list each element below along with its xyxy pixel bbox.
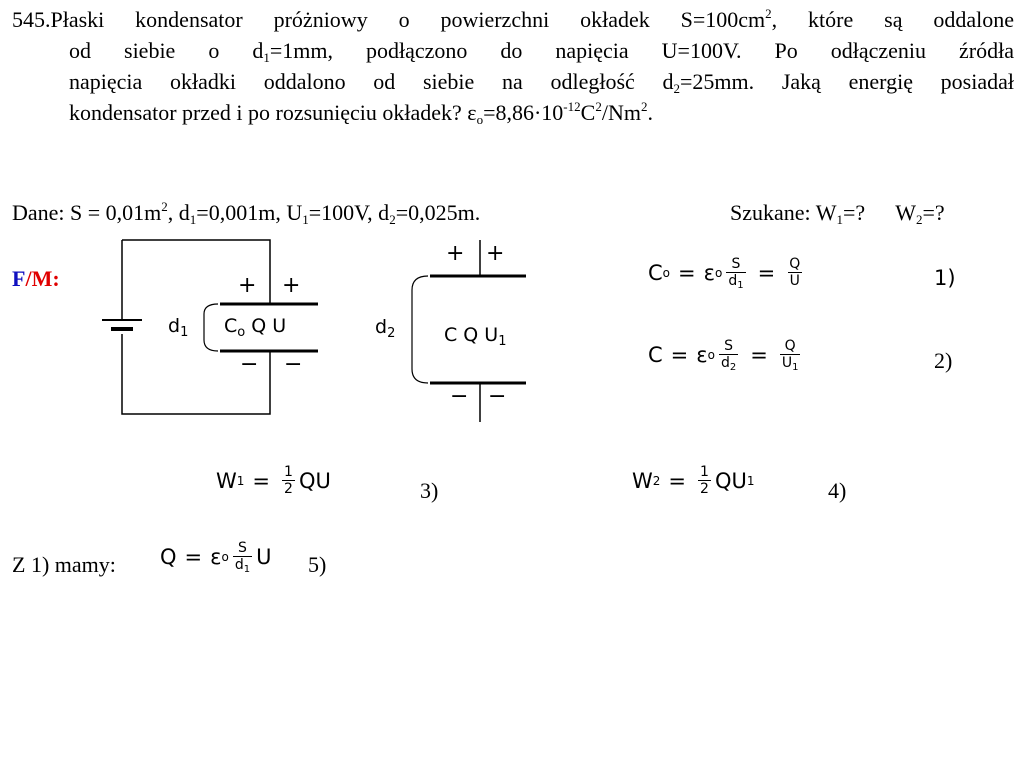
- text: , d: [167, 200, 190, 225]
- text: =0,001m, U: [196, 200, 303, 225]
- equation-2-tag: 2): [934, 348, 953, 373]
- equation-3-tag: 3): [420, 478, 439, 503]
- sub: 1: [498, 334, 507, 349]
- circuit-1-diagram: [90, 230, 340, 420]
- equation-5-tag: 5): [308, 552, 327, 577]
- sup: 2: [161, 199, 168, 214]
- slash: /: [25, 266, 32, 291]
- numerator: S: [731, 256, 741, 272]
- fraction: [719, 338, 738, 371]
- sub: 2: [915, 212, 923, 227]
- denominator: 2: [284, 481, 293, 497]
- text: W: [632, 468, 653, 493]
- problem-line-2: [69, 35, 1014, 66]
- sup: 2: [765, 6, 772, 21]
- equals-sign: =: [668, 468, 687, 493]
- text: C: [224, 315, 238, 337]
- c2-distance-label: [375, 316, 396, 341]
- denominator: U: [789, 273, 800, 289]
- numerator: Q: [784, 338, 796, 354]
- text: QU: [298, 468, 331, 493]
- equation-3: W 1 = $\frac{1}{2}$ QU: [216, 464, 331, 497]
- denominator: 2: [700, 481, 709, 497]
- equals-sign: =: [670, 342, 689, 367]
- text: d: [728, 273, 738, 289]
- sub: 1: [189, 212, 197, 227]
- fraction: [780, 338, 801, 371]
- text: C Q U: [444, 324, 499, 346]
- text: W: [895, 200, 916, 225]
- sub: 2: [673, 81, 680, 96]
- text: d: [168, 315, 181, 337]
- sub: 1: [792, 362, 799, 373]
- m-letter: M: [31, 266, 53, 291]
- c1-plus-right: +: [282, 273, 301, 298]
- equals-sign: =: [678, 260, 696, 285]
- c1-minus-right: −: [284, 352, 303, 377]
- equals-sign: =: [252, 468, 271, 493]
- colon: :: [52, 266, 60, 291]
- sub: 1: [263, 50, 270, 65]
- problem-line-4: [69, 97, 1014, 128]
- fraction: [698, 464, 711, 497]
- problem-statement: [12, 4, 1014, 128]
- text: Dane: S = 0,01m: [12, 200, 162, 225]
- equation-1-tag: 1): [934, 266, 956, 290]
- text: QU: [714, 468, 747, 493]
- text: Q U: [245, 315, 287, 337]
- denominator: [719, 354, 738, 371]
- fm-label: [12, 264, 60, 294]
- denominator: [726, 272, 745, 289]
- c2-minus-right: −: [488, 384, 507, 409]
- text: =?: [843, 200, 866, 225]
- text: =0,025m.: [395, 200, 481, 225]
- text: Q: [160, 544, 177, 569]
- epsilon: ε: [703, 260, 715, 285]
- equation-1: C o = ε o $\frac{S}{d_1}$ = $\frac{Q}{U}$: [648, 256, 801, 291]
- sub: o: [476, 112, 484, 127]
- text: napięcia okładki oddalono od siebie na odległość d: [69, 69, 674, 94]
- sub: 2: [729, 362, 737, 373]
- fraction: [233, 540, 252, 573]
- f-letter: F: [12, 266, 26, 291]
- text: od siebie o d: [69, 38, 264, 63]
- text: C: [580, 100, 596, 125]
- wanted-data: [730, 198, 945, 228]
- epsilon: ε: [696, 342, 708, 367]
- text: =100V, d: [308, 200, 390, 225]
- c1-distance-label: [168, 315, 189, 340]
- text: =1mm, podłączono do napięcia U=100V. Po odłączeniu źródła: [269, 38, 1014, 63]
- text: /Nm: [601, 100, 641, 125]
- text: kondensator przed i po rozsunięciu okładek? ε: [69, 100, 477, 125]
- equals-sign: =: [750, 342, 768, 367]
- sup: -12: [563, 99, 581, 114]
- sub: o: [237, 325, 246, 340]
- c1-capacitor-label: [224, 315, 287, 340]
- text: C: [648, 260, 663, 285]
- equation-4: W 2 = $\frac{1}{2}$ QU 1: [632, 464, 755, 497]
- equation-2: C = ε o $\frac{S}{d_2}$ = $\frac{Q}{U_1}$: [648, 338, 799, 373]
- denominator: [233, 556, 252, 573]
- text: =25mm. Jaką energię posiadał: [680, 69, 1014, 94]
- sub: 1: [243, 564, 251, 575]
- c1-plus-left: +: [238, 273, 257, 298]
- numerator: S: [724, 338, 734, 354]
- text: =?: [922, 200, 945, 225]
- numerator: 1: [700, 464, 709, 480]
- fraction: [787, 256, 802, 289]
- sup: 2: [640, 99, 648, 114]
- sup: 2: [595, 99, 602, 114]
- fraction: [726, 256, 745, 289]
- sub: 1: [180, 325, 189, 340]
- equation-5: Q = ε o $\frac{S}{d_1}$ U: [160, 540, 272, 575]
- problem-number: 545.: [12, 7, 51, 32]
- c2-minus-left: −: [450, 384, 469, 409]
- text: U: [781, 355, 793, 371]
- c1-minus-left: −: [240, 352, 259, 377]
- text: .: [647, 100, 653, 125]
- c2-plus-left: +: [446, 241, 465, 266]
- problem-line-1: [12, 4, 1014, 35]
- fraction: [282, 464, 295, 497]
- epsilon: ε: [210, 544, 222, 569]
- text: d: [234, 557, 244, 573]
- sub: 1: [737, 280, 744, 291]
- text: U: [256, 544, 272, 569]
- equals-sign: =: [757, 260, 776, 285]
- c2-capacitor-label: [444, 324, 507, 349]
- numerator: 1: [284, 464, 293, 480]
- text: C: [648, 342, 663, 367]
- sub: 2: [387, 326, 396, 341]
- text: =8,86·10: [483, 100, 564, 125]
- equals-sign: =: [184, 544, 203, 569]
- sub: 2: [389, 212, 396, 227]
- c2-plus-right: +: [486, 241, 505, 266]
- equation-5-prefix: Z 1) mamy:: [12, 552, 116, 577]
- distance-brace: [412, 276, 428, 383]
- equation-4-tag: 4): [828, 478, 847, 503]
- text: Płaski kondensator próżniowy o powierzchni okładek S=100cm: [50, 7, 766, 32]
- text: d: [375, 316, 388, 338]
- sub: 1: [302, 212, 309, 227]
- text: Szukane: W: [730, 200, 837, 225]
- problem-line-3: [69, 66, 1014, 97]
- numerator: S: [238, 540, 247, 556]
- sub: 1: [836, 212, 844, 227]
- denominator: [780, 354, 801, 371]
- text: W: [216, 468, 237, 493]
- numerator: Q: [789, 256, 801, 272]
- distance-brace: [204, 304, 218, 351]
- given-data: [12, 198, 480, 228]
- text: , które są oddalone: [771, 7, 1014, 32]
- text: d: [720, 355, 730, 371]
